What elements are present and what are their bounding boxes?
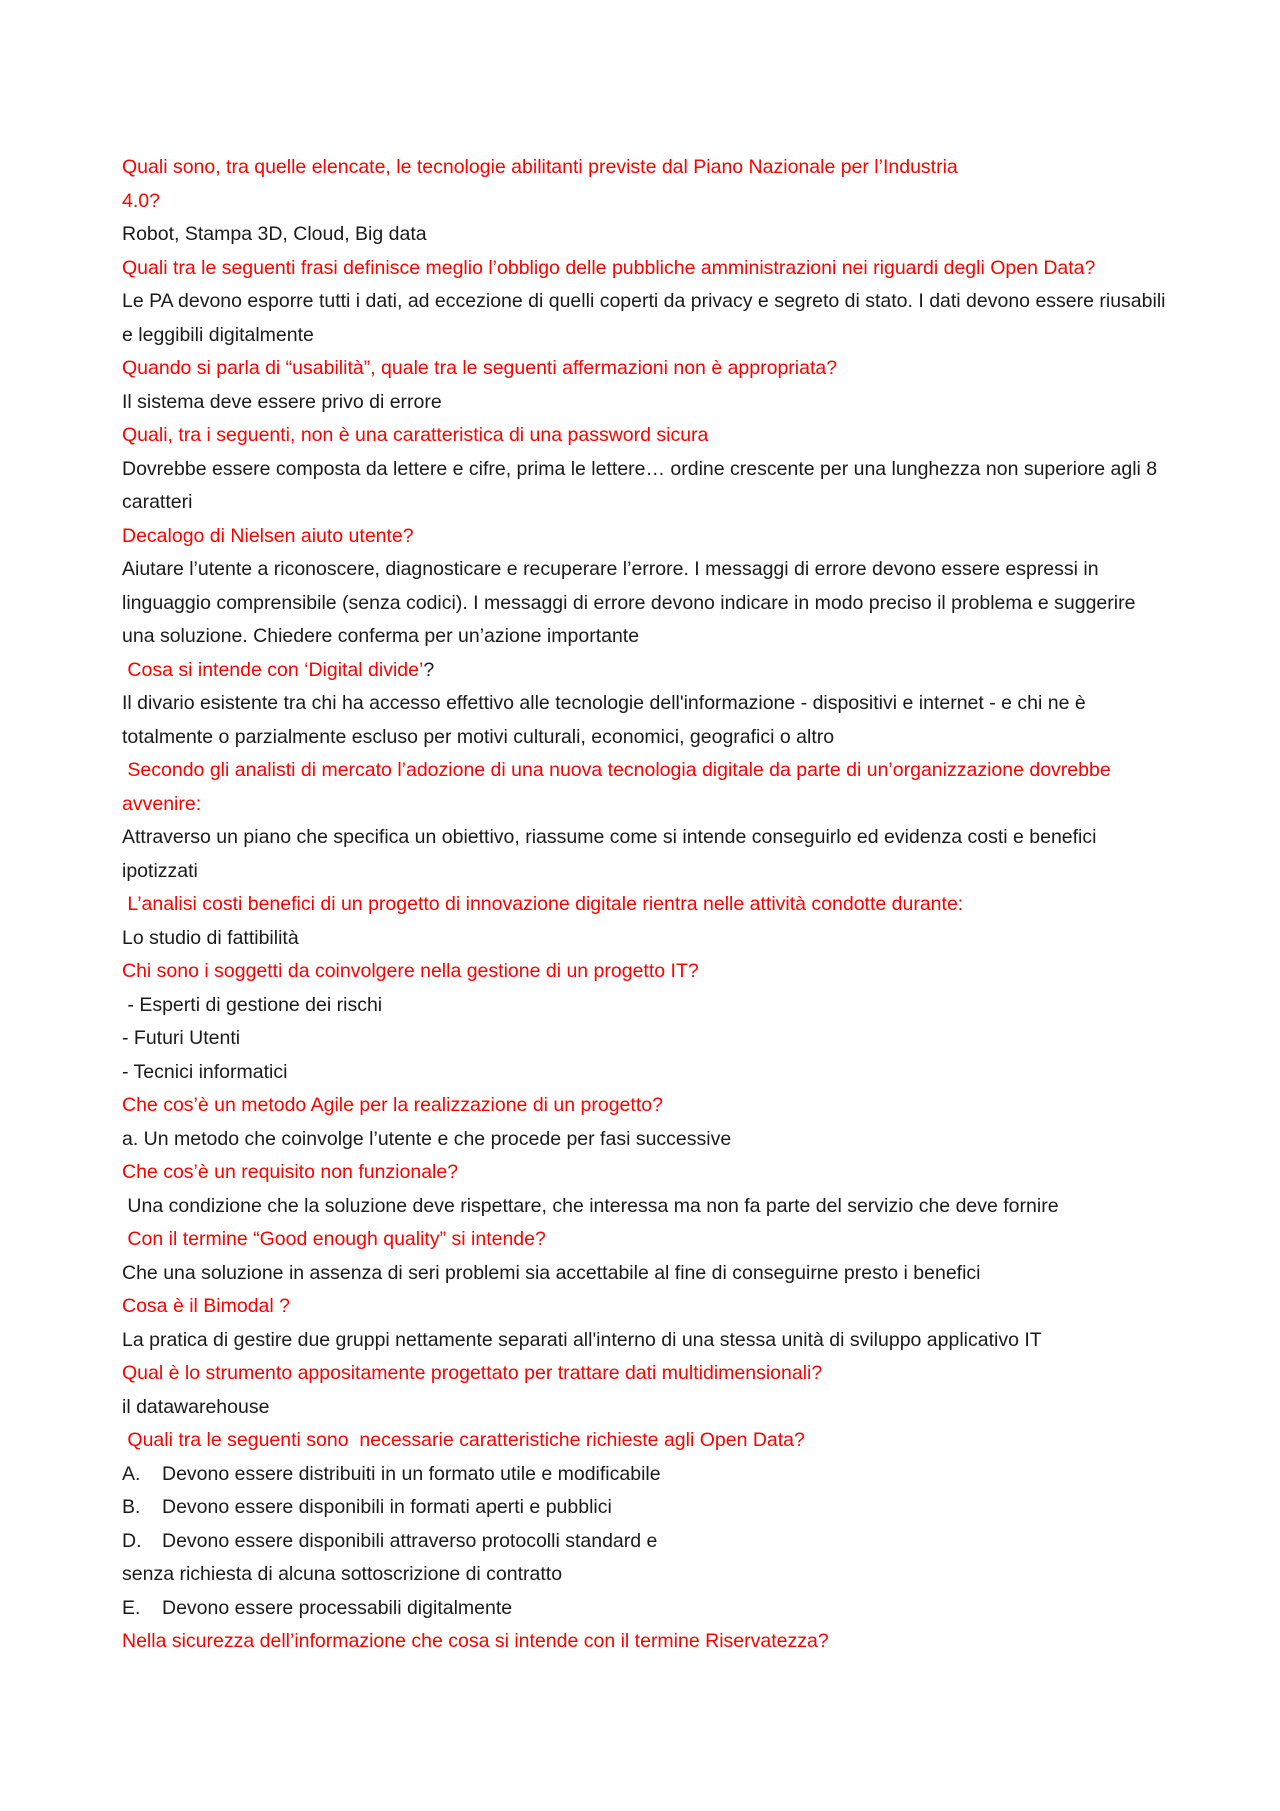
answer-text: La pratica di gestire due gruppi nettamente separati all'interno di una stessa unità di sviluppo applicativo IT bbox=[122, 1328, 1042, 1351]
question-text bbox=[122, 888, 1172, 922]
list-marker: E. bbox=[122, 1596, 141, 1619]
question-suffix: ? bbox=[423, 658, 435, 681]
question-text bbox=[122, 352, 1172, 386]
document-body bbox=[122, 151, 1172, 1659]
answer-text: Le PA devono esporre tutti i dati, ad eccezione di quelli coperti da privacy e segreto di stato. I dati devono essere riusabili e leggibili digitalmente bbox=[122, 290, 1171, 346]
list-item-text: Devono essere distribuiti in un formato utile e modificabile bbox=[162, 1462, 661, 1485]
question-text bbox=[122, 520, 1172, 554]
answer-list-item bbox=[122, 1458, 1172, 1492]
answer-text: Attraverso un piano che specifica un obiettivo, riassume come si intende conseguirlo ed evidenza costi e benefici ipotizzati bbox=[122, 826, 1102, 882]
question-text bbox=[122, 151, 1172, 218]
question-label: Che cos’è un metodo Agile per la realizzazione di un progetto? bbox=[122, 1094, 663, 1116]
question-text bbox=[122, 1625, 1172, 1659]
answer-list-item bbox=[122, 1491, 1172, 1525]
question-text bbox=[122, 1357, 1172, 1391]
question-label: L’analisi costi benefici di un progetto di innovazione digitale rientra nelle attività condotte durante: bbox=[122, 893, 964, 915]
question-label: Qual è lo strumento appositamente progettato per trattare dati multidimensionali? bbox=[122, 1362, 823, 1384]
answer-text: Una condizione che la soluzione deve rispettare, che interessa ma non fa parte del servizio che deve fornire bbox=[122, 1194, 1059, 1217]
answer-text: Il divario esistente tra chi ha accesso effettivo alle tecnologie dell'informazione - dispositivi e internet - e chi ne è totalmente o parzialmente escluso per motivi culturali, economici, geografici o altro bbox=[122, 692, 1092, 748]
question-label: Quando si parla di “usabilità”, quale tra le seguenti affermazioni non è appropriata? bbox=[122, 357, 838, 379]
question-label: Cosa si intende con ‘Digital divide’ bbox=[122, 658, 424, 681]
question-text bbox=[122, 1290, 1172, 1324]
question-label: Quali tra le seguenti sono necessarie caratteristiche richieste agli Open Data? bbox=[122, 1429, 805, 1451]
question-label: Decalogo di Nielsen aiuto utente? bbox=[122, 524, 414, 547]
answer-list-item bbox=[122, 1592, 1172, 1626]
question-label: Con il termine “Good enough quality” si intende? bbox=[122, 1228, 546, 1250]
question-label: Quali tra le seguenti frasi definisce meglio l’obbligo delle pubbliche amministrazioni nei riguardi degli Open Data? bbox=[122, 256, 1096, 279]
list-item-text: Devono essere processabili digitalmente bbox=[162, 1596, 513, 1619]
answer-text: - Tecnici informatici bbox=[122, 1060, 288, 1083]
answer-text: Lo studio di fattibilità bbox=[122, 926, 299, 949]
list-item-text: Devono essere disponibili in formati aperti e pubblici bbox=[162, 1496, 612, 1518]
question-text bbox=[122, 1424, 1172, 1458]
answer-text: - Esperti di gestione dei rischi bbox=[122, 993, 383, 1016]
question-text bbox=[122, 955, 1172, 989]
question-text bbox=[122, 654, 1172, 688]
question-label: Cosa è il Bimodal ? bbox=[122, 1295, 290, 1317]
question-label: Chi sono i soggetti da coinvolgere nella gestione di un progetto IT? bbox=[122, 960, 699, 982]
answer-text: - Futuri Utenti bbox=[122, 1027, 241, 1049]
list-marker: A. bbox=[122, 1462, 141, 1485]
answer-text: Robot, Stampa 3D, Cloud, Big data bbox=[122, 223, 427, 245]
question-text bbox=[122, 1089, 1172, 1123]
answer-text: Che una soluzione in assenza di seri problemi sia accettabile al fine di conseguirne presto i benefici bbox=[122, 1261, 981, 1284]
question-label: Quali, tra i seguenti, non è una caratteristica di una password sicura bbox=[122, 424, 709, 446]
list-item-text: Devono essere disponibili attraverso protocolli standard e bbox=[162, 1529, 658, 1552]
question-text bbox=[122, 754, 1172, 821]
question-label: Che cos’è un requisito non funzionale? bbox=[122, 1161, 459, 1183]
answer-text: senza richiesta di alcuna sottoscrizione di contratto bbox=[122, 1563, 563, 1585]
answer-text: a. Un metodo che coinvolge l’utente e che procede per fasi successive bbox=[122, 1127, 732, 1150]
answer-text: Il sistema deve essere privo di errore bbox=[122, 390, 442, 413]
question-text bbox=[122, 1156, 1172, 1190]
question-text bbox=[122, 1223, 1172, 1257]
question-label: Nella sicurezza dell’informazione che cosa si intende con il termine Riservatezza? bbox=[122, 1630, 829, 1652]
question-label: Quali sono, tra quelle elencate, le tecnologie abilitanti previste dal Piano Nazionale per l’Industria 4.0? bbox=[122, 156, 958, 212]
question-text bbox=[122, 419, 1172, 453]
question-text bbox=[122, 252, 1172, 286]
answer-text: Aiutare l’utente a riconoscere, diagnosticare e recuperare l’errore. I messaggi di errore devono essere espressi in linguaggio comprensibile (senza codici). I messaggi di errore devono indicare in modo preciso il problema e suggerire una soluzione. Chiedere conferma per un’azione importante bbox=[122, 558, 1141, 647]
answer-text: il datawarehouse bbox=[122, 1395, 270, 1418]
list-marker: B. bbox=[122, 1496, 141, 1518]
answer-list-item bbox=[122, 1525, 1172, 1559]
answer-text: Dovrebbe essere composta da lettere e cifre, prima le lettere… ordine crescente per una lunghezza non superiore agli 8 caratteri bbox=[122, 457, 1163, 513]
list-marker: D. bbox=[122, 1529, 142, 1552]
question-label: Secondo gli analisti di mercato l’adozione di una nuova tecnologia digitale da parte di un’organizzazione dovrebbe avvenire: bbox=[122, 759, 1117, 815]
